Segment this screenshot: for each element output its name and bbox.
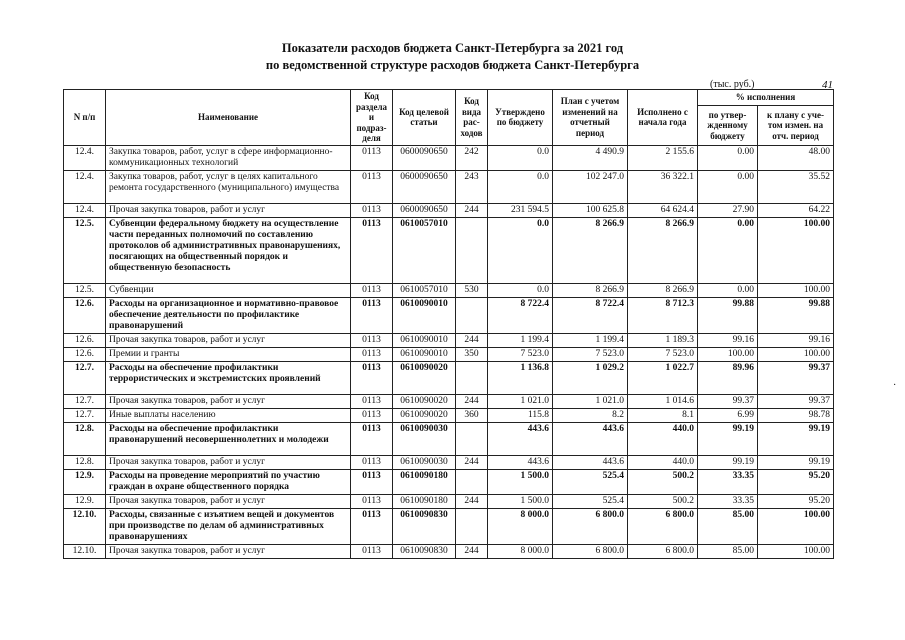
row-name: Расходы на обеспечение профилактики террористических и экстремистских проявлений bbox=[106, 361, 351, 394]
row-executed-value: 500.2 bbox=[628, 494, 698, 508]
row-plan-value: 6 800.0 bbox=[553, 544, 628, 558]
row-pct-approved: 27.90 bbox=[698, 203, 758, 217]
row-plan-value: 4 490.9 bbox=[553, 145, 628, 170]
row-pct-approved: 0.00 bbox=[698, 217, 758, 283]
page-number: 41 bbox=[822, 79, 833, 91]
row-approved-value: 0.0 bbox=[488, 217, 553, 283]
row-csr-code: 0600090650 bbox=[393, 203, 456, 217]
row-pct-approved: 99.19 bbox=[698, 422, 758, 455]
row-pct-approved: 100.00 bbox=[698, 347, 758, 361]
row-number: 12.9. bbox=[64, 469, 106, 494]
row-vid-code bbox=[456, 361, 488, 394]
row-plan-value: 8 266.9 bbox=[553, 283, 628, 297]
row-plan-value: 8 722.4 bbox=[553, 297, 628, 333]
row-pct-approved: 85.00 bbox=[698, 508, 758, 544]
row-approved-value: 1 136.8 bbox=[488, 361, 553, 394]
row-pct-plan: 99.19 bbox=[758, 455, 834, 469]
row-number: 12.5. bbox=[64, 217, 106, 283]
row-pct-plan: 48.00 bbox=[758, 145, 834, 170]
row-number: 12.6. bbox=[64, 333, 106, 347]
row-approved-value: 443.6 bbox=[488, 455, 553, 469]
row-pct-plan: 100.00 bbox=[758, 347, 834, 361]
row-razdel-code: 0113 bbox=[351, 455, 393, 469]
row-name: Прочая закупка товаров, работ и услуг bbox=[106, 544, 351, 558]
row-approved-value: 7 523.0 bbox=[488, 347, 553, 361]
table-row bbox=[64, 408, 834, 422]
row-csr-code: 0610057010 bbox=[393, 217, 456, 283]
row-pct-plan: 98.78 bbox=[758, 408, 834, 422]
row-executed-value: 1 189.3 bbox=[628, 333, 698, 347]
row-vid-code bbox=[456, 422, 488, 455]
row-pct-approved: 89.96 bbox=[698, 361, 758, 394]
row-pct-approved: 99.37 bbox=[698, 394, 758, 408]
row-number: 12.7. bbox=[64, 394, 106, 408]
header-razdel: Код раздела и подраз- деля bbox=[351, 90, 393, 146]
row-plan-value: 6 800.0 bbox=[553, 508, 628, 544]
row-razdel-code: 0113 bbox=[351, 333, 393, 347]
row-pct-approved: 0.00 bbox=[698, 283, 758, 297]
row-vid-code: 244 bbox=[456, 394, 488, 408]
row-name: Субвенции федеральному бюджету на осуществление части переданных полномочий по составлению протоколов об административных правонарушениях, посягающих на общественный порядок и общественную безопасность bbox=[106, 217, 351, 283]
table-body bbox=[64, 145, 834, 558]
row-approved-value: 1 500.0 bbox=[488, 494, 553, 508]
row-plan-value: 102 247.0 bbox=[553, 170, 628, 203]
row-approved-value: 115.8 bbox=[488, 408, 553, 422]
row-executed-value: 1 022.7 bbox=[628, 361, 698, 394]
row-executed-value: 8 712.3 bbox=[628, 297, 698, 333]
row-executed-value: 8 266.9 bbox=[628, 217, 698, 283]
document-title-line2: по ведомственной структуре расходов бюджета Санкт-Петербурга bbox=[265, 58, 640, 72]
row-name: Расходы на организационное и нормативно-правовое обеспечение деятельности по профилактике правонарушений bbox=[106, 297, 351, 333]
row-plan-value: 1 029.2 bbox=[553, 361, 628, 394]
row-vid-code: 243 bbox=[456, 170, 488, 203]
header-plan: План с учетом изменений на отчетный период bbox=[553, 90, 628, 146]
row-csr-code: 0610090010 bbox=[393, 333, 456, 347]
row-razdel-code: 0113 bbox=[351, 544, 393, 558]
table-row bbox=[64, 283, 834, 297]
expenditure-table bbox=[63, 89, 834, 559]
table-row bbox=[64, 145, 834, 170]
row-razdel-code: 0113 bbox=[351, 217, 393, 283]
row-plan-value: 525.4 bbox=[553, 469, 628, 494]
row-pct-plan: 95.20 bbox=[758, 494, 834, 508]
row-approved-value: 443.6 bbox=[488, 422, 553, 455]
row-executed-value: 8 266.9 bbox=[628, 283, 698, 297]
row-razdel-code: 0113 bbox=[351, 394, 393, 408]
row-approved-value: 0.0 bbox=[488, 145, 553, 170]
row-approved-value: 8 722.4 bbox=[488, 297, 553, 333]
row-pct-plan: 95.20 bbox=[758, 469, 834, 494]
table-row bbox=[64, 394, 834, 408]
row-executed-value: 440.0 bbox=[628, 455, 698, 469]
row-plan-value: 8 266.9 bbox=[553, 217, 628, 283]
row-razdel-code: 0113 bbox=[351, 347, 393, 361]
row-plan-value: 7 523.0 bbox=[553, 347, 628, 361]
row-vid-code: 244 bbox=[456, 203, 488, 217]
row-number: 12.7. bbox=[64, 408, 106, 422]
row-vid-code bbox=[456, 508, 488, 544]
row-approved-value: 231 594.5 bbox=[488, 203, 553, 217]
row-name: Закупка товаров, работ, услуг в сфере информационно-коммуникационных технологий bbox=[106, 145, 351, 170]
row-name: Прочая закупка товаров, работ и услуг bbox=[106, 394, 351, 408]
row-approved-value: 1 500.0 bbox=[488, 469, 553, 494]
row-razdel-code: 0113 bbox=[351, 422, 393, 455]
row-executed-value: 440.0 bbox=[628, 422, 698, 455]
row-plan-value: 443.6 bbox=[553, 455, 628, 469]
row-csr-code: 0610090180 bbox=[393, 494, 456, 508]
table-row bbox=[64, 469, 834, 494]
row-number: 12.4. bbox=[64, 170, 106, 203]
row-name: Расходы на проведение мероприятий по участию граждан в охране общественного порядка bbox=[106, 469, 351, 494]
row-razdel-code: 0113 bbox=[351, 408, 393, 422]
table-row bbox=[64, 217, 834, 283]
row-csr-code: 0610057010 bbox=[393, 283, 456, 297]
table-row bbox=[64, 297, 834, 333]
row-pct-approved: 85.00 bbox=[698, 544, 758, 558]
header-vid: Код вида рас- ходов bbox=[456, 90, 488, 146]
row-pct-plan: 100.00 bbox=[758, 217, 834, 283]
row-vid-code: 244 bbox=[456, 333, 488, 347]
row-vid-code bbox=[456, 297, 488, 333]
table-row bbox=[64, 544, 834, 558]
row-executed-value: 500.2 bbox=[628, 469, 698, 494]
row-number: 12.4. bbox=[64, 145, 106, 170]
row-pct-plan: 99.19 bbox=[758, 422, 834, 455]
row-executed-value: 6 800.0 bbox=[628, 508, 698, 544]
row-executed-value: 2 155.6 bbox=[628, 145, 698, 170]
row-razdel-code: 0113 bbox=[351, 297, 393, 333]
row-number: 12.8. bbox=[64, 422, 106, 455]
table-row bbox=[64, 508, 834, 544]
row-pct-plan: 99.16 bbox=[758, 333, 834, 347]
header-approved: Утверждено по бюджету bbox=[488, 90, 553, 146]
row-csr-code: 0610090030 bbox=[393, 422, 456, 455]
row-executed-value: 64 624.4 bbox=[628, 203, 698, 217]
table-row bbox=[64, 455, 834, 469]
row-csr-code: 0610090830 bbox=[393, 508, 456, 544]
row-number: 12.10. bbox=[64, 544, 106, 558]
row-pct-plan: 99.37 bbox=[758, 361, 834, 394]
row-executed-value: 36 322.1 bbox=[628, 170, 698, 203]
row-number: 12.10. bbox=[64, 508, 106, 544]
row-vid-code: 530 bbox=[456, 283, 488, 297]
row-csr-code: 0610090020 bbox=[393, 361, 456, 394]
row-name: Расходы на обеспечение профилактики правонарушений несовершеннолетних и молодежи bbox=[106, 422, 351, 455]
row-name: Прочая закупка товаров, работ и услуг bbox=[106, 455, 351, 469]
row-name: Прочая закупка товаров, работ и услуг bbox=[106, 203, 351, 217]
row-csr-code: 0600090650 bbox=[393, 170, 456, 203]
table-row bbox=[64, 422, 834, 455]
row-razdel-code: 0113 bbox=[351, 283, 393, 297]
row-plan-value: 1 021.0 bbox=[553, 394, 628, 408]
row-pct-approved: 33.35 bbox=[698, 494, 758, 508]
row-pct-plan: 100.00 bbox=[758, 544, 834, 558]
row-vid-code bbox=[456, 217, 488, 283]
row-executed-value: 8.1 bbox=[628, 408, 698, 422]
row-name: Субвенции bbox=[106, 283, 351, 297]
table-row bbox=[64, 494, 834, 508]
header-pct-approved: по утвер- жденному бюджету bbox=[698, 106, 758, 145]
row-vid-code: 360 bbox=[456, 408, 488, 422]
row-vid-code: 244 bbox=[456, 544, 488, 558]
row-pct-approved: 99.19 bbox=[698, 455, 758, 469]
table-header bbox=[64, 90, 834, 146]
row-name: Иные выплаты населению bbox=[106, 408, 351, 422]
row-pct-approved: 33.35 bbox=[698, 469, 758, 494]
row-csr-code: 0610090010 bbox=[393, 347, 456, 361]
row-approved-value: 8 000.0 bbox=[488, 508, 553, 544]
row-number: 12.4. bbox=[64, 203, 106, 217]
row-pct-plan: 100.00 bbox=[758, 283, 834, 297]
table-row bbox=[64, 361, 834, 394]
row-pct-plan: 99.37 bbox=[758, 394, 834, 408]
row-csr-code: 0600090650 bbox=[393, 145, 456, 170]
row-approved-value: 8 000.0 bbox=[488, 544, 553, 558]
row-pct-approved: 99.16 bbox=[698, 333, 758, 347]
row-executed-value: 7 523.0 bbox=[628, 347, 698, 361]
row-approved-value: 0.0 bbox=[488, 283, 553, 297]
row-csr-code: 0610090180 bbox=[393, 469, 456, 494]
row-plan-value: 100 625.8 bbox=[553, 203, 628, 217]
row-plan-value: 443.6 bbox=[553, 422, 628, 455]
row-pct-plan: 64.22 bbox=[758, 203, 834, 217]
header-csr: Код целевой статьи bbox=[393, 90, 456, 146]
row-pct-approved: 6.99 bbox=[698, 408, 758, 422]
row-name: Прочая закупка товаров, работ и услуг bbox=[106, 333, 351, 347]
row-executed-value: 1 014.6 bbox=[628, 394, 698, 408]
header-pct-group: % исполнения bbox=[698, 90, 834, 106]
row-vid-code bbox=[456, 469, 488, 494]
row-razdel-code: 0113 bbox=[351, 508, 393, 544]
row-razdel-code: 0113 bbox=[351, 170, 393, 203]
row-pct-plan: 99.88 bbox=[758, 297, 834, 333]
row-number: 12.6. bbox=[64, 347, 106, 361]
row-razdel-code: 0113 bbox=[351, 145, 393, 170]
row-razdel-code: 0113 bbox=[351, 469, 393, 494]
row-csr-code: 0610090020 bbox=[393, 394, 456, 408]
row-name: Расходы, связанные с изъятием вещей и документов при производстве по делам об административных правонарушениях bbox=[106, 508, 351, 544]
row-csr-code: 0610090010 bbox=[393, 297, 456, 333]
header-pct-plan: к плану с уче- том измен. на отч. период bbox=[758, 106, 834, 145]
row-csr-code: 0610090020 bbox=[393, 408, 456, 422]
row-pct-plan: 100.00 bbox=[758, 508, 834, 544]
header-num: N п/п bbox=[64, 90, 106, 146]
row-razdel-code: 0113 bbox=[351, 494, 393, 508]
table-row bbox=[64, 347, 834, 361]
row-vid-code: 242 bbox=[456, 145, 488, 170]
row-pct-approved: 0.00 bbox=[698, 170, 758, 203]
row-approved-value: 1 021.0 bbox=[488, 394, 553, 408]
row-name: Премии и гранты bbox=[106, 347, 351, 361]
row-csr-code: 0610090030 bbox=[393, 455, 456, 469]
row-vid-code: 350 bbox=[456, 347, 488, 361]
units-label: (тыс. руб.) bbox=[710, 79, 755, 90]
row-approved-value: 0.0 bbox=[488, 170, 553, 203]
row-vid-code: 244 bbox=[456, 455, 488, 469]
row-pct-approved: 0.00 bbox=[698, 145, 758, 170]
header-name: Наименование bbox=[106, 90, 351, 146]
row-plan-value: 525.4 bbox=[553, 494, 628, 508]
row-csr-code: 0610090830 bbox=[393, 544, 456, 558]
row-number: 12.8. bbox=[64, 455, 106, 469]
table-row bbox=[64, 170, 834, 203]
row-number: 12.5. bbox=[64, 283, 106, 297]
table-row bbox=[64, 203, 834, 217]
table-row bbox=[64, 333, 834, 347]
row-approved-value: 1 199.4 bbox=[488, 333, 553, 347]
document-title-line1: Показатели расходов бюджета Санкт-Петербурга за 2021 год bbox=[281, 41, 624, 55]
row-executed-value: 6 800.0 bbox=[628, 544, 698, 558]
row-vid-code: 244 bbox=[456, 494, 488, 508]
row-pct-approved: 99.88 bbox=[698, 297, 758, 333]
row-pct-plan: 35.52 bbox=[758, 170, 834, 203]
row-number: 12.7. bbox=[64, 361, 106, 394]
header-executed: Исполнено с начала года bbox=[628, 90, 698, 146]
row-plan-value: 1 199.4 bbox=[553, 333, 628, 347]
row-number: 12.9. bbox=[64, 494, 106, 508]
row-razdel-code: 0113 bbox=[351, 203, 393, 217]
row-name: Прочая закупка товаров, работ и услуг bbox=[106, 494, 351, 508]
row-name: Закупка товаров, работ, услуг в целях капитального ремонта государственного (муниципального) имущества bbox=[106, 170, 351, 203]
row-razdel-code: 0113 bbox=[351, 361, 393, 394]
row-number: 12.6. bbox=[64, 297, 106, 333]
row-plan-value: 8.2 bbox=[553, 408, 628, 422]
